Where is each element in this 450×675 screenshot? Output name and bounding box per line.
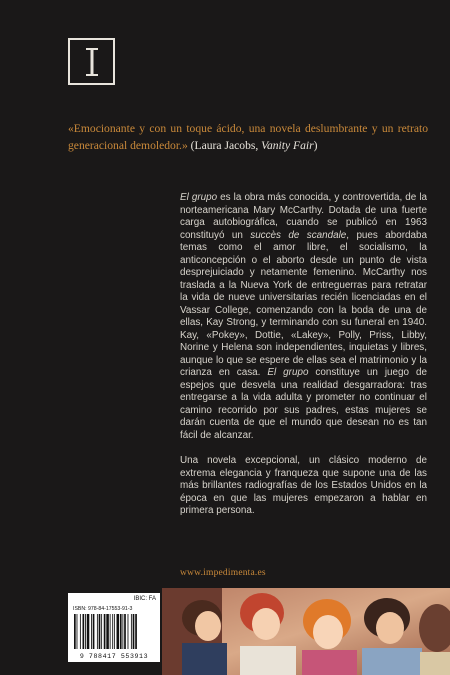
barcode-bar xyxy=(97,614,98,649)
barcode-bar xyxy=(106,614,109,649)
barcode-icon xyxy=(73,614,155,649)
quote-text: «Emocionante y con un toque ácido, una novela deslumbrante y un retrato generacional demoledor.» xyxy=(68,122,428,152)
barcode-bar xyxy=(77,614,78,649)
barcode-bar xyxy=(101,614,102,649)
barcode-bar xyxy=(93,614,95,649)
publisher-website[interactable]: www.impedimenta.es xyxy=(180,568,266,578)
barcode-bar xyxy=(131,614,132,649)
barcode-bar xyxy=(120,614,122,649)
quote-attribution: (Laura Jacobs, Vanity Fair) xyxy=(190,139,318,152)
barcode-bar xyxy=(128,614,129,649)
barcode-bar xyxy=(85,614,86,649)
barcode-bar xyxy=(83,614,85,649)
synopsis xyxy=(180,192,427,518)
publisher-logo xyxy=(68,38,115,85)
barcode-bar xyxy=(112,614,113,649)
barcode-digits: 9 788417 553913 xyxy=(79,653,149,660)
barcode-bar xyxy=(87,614,90,649)
barcode-bar xyxy=(124,614,126,649)
barcode-bar xyxy=(110,614,111,649)
barcode-bar xyxy=(99,614,101,649)
barcode-bar xyxy=(133,614,135,649)
barcode-bar xyxy=(74,614,76,649)
barcode-bar xyxy=(135,614,137,649)
cover-photo xyxy=(162,588,450,675)
barcode-bar xyxy=(104,614,106,649)
barcode-bar xyxy=(117,614,120,649)
barcode-bar xyxy=(114,614,115,649)
isbn-number: ISBN: 978-84-17553-91-3 xyxy=(73,606,133,612)
quote-source: Vanity Fair xyxy=(261,139,314,152)
press-quote xyxy=(68,120,428,154)
barcode-bar xyxy=(80,614,81,649)
publisher-logo-icon xyxy=(84,47,100,77)
synopsis-paragraph-1: El grupo es la obra más conocida, y controvertida, de la norteamericana Mary McCarthy. Dotada de una fuerte carga autobiográfica, cuando se publicó en 1963 constituyó un succès de scandale, pues abordaba temas como el amor libre, el socialismo, la anticoncepción o el aborto desde un punto de vista desprejuiciado y netamente femenino. McCarthy nos traslada a la Nueva York de entreguerras para retratar la vida de nueve universitarias recién licenciadas en el Vassar College, comenzando con la boda de una de ellas, Kay Strong, y terminando con su funeral en 1940. Kay, «Pokey», Dottie, «Lakey», Polly, Priss, Libby, Norine y Helena son independientes, inquietas y libres, aunque lo que se espere de ellas sea el matrimonio y la crianza en casa. El grupo constituye un juego de espejos que desvela una realidad desgarradora: tras entregarse a la vida adulta y prometer no continuar el camino recorrido por sus padres, estas mujeres se darán cuenta de que el mundo que desean no es tan fácil de alcanzar. xyxy=(180,192,427,441)
women-photo-illustration xyxy=(162,588,450,675)
barcode-bar xyxy=(122,614,123,649)
barcode-panel xyxy=(68,593,160,662)
ibic-code: IBIC: FA xyxy=(133,596,156,602)
synopsis-paragraph-2: Una novela excepcional, un clásico moderno de extrema elegancia y franqueza que supone una de las más brillantes radiografías de los Estados Unidos en la época en que las mujeres empezaron a hablar en primera persona. xyxy=(180,455,427,516)
barcode-bar xyxy=(91,614,92,649)
